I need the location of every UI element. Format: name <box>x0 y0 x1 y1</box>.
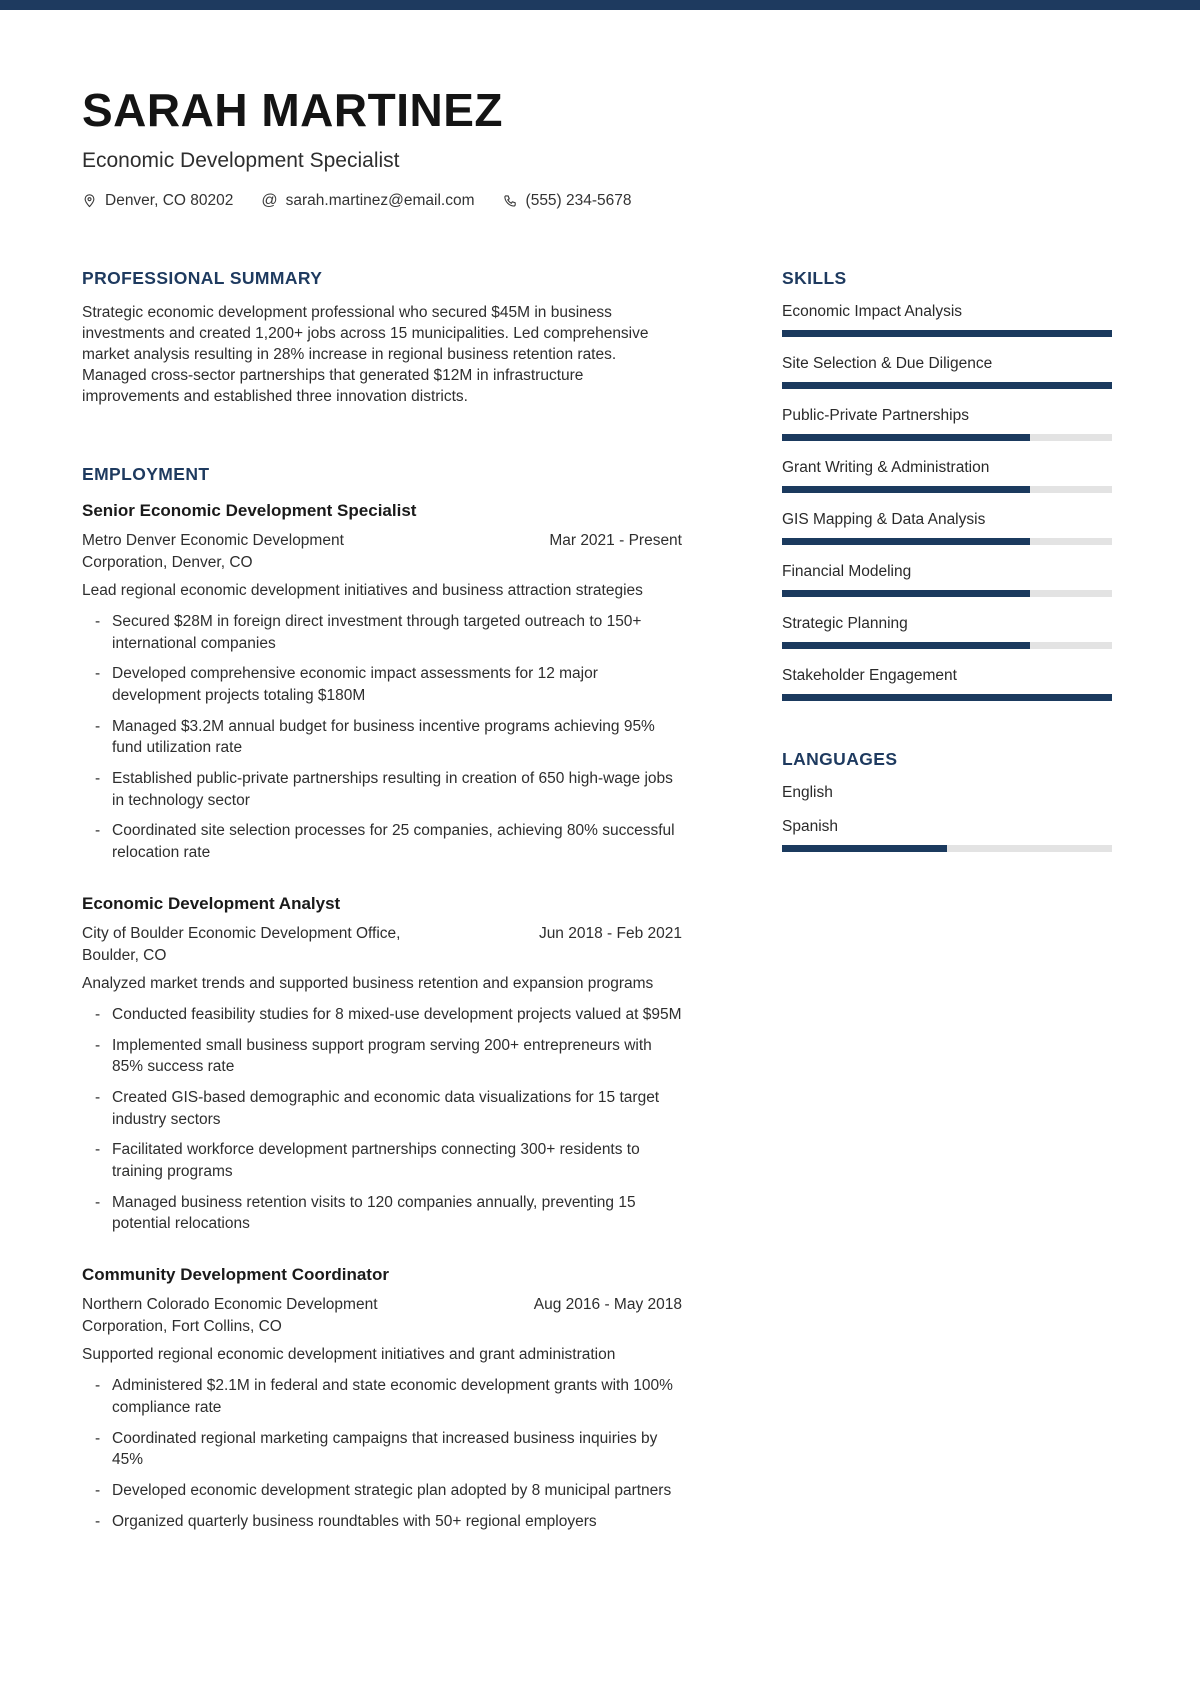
job-bullet: - Created GIS-based demographic and economic data visualizations for 15 target industry sectors <box>82 1087 682 1130</box>
job-summary: Analyzed market trends and supported business retention and expansion programs <box>82 975 654 993</box>
contact-phone <box>503 192 632 210</box>
job-bullet: - Managed $3.2M annual budget for business incentive programs achieving 95% fund utilization rate <box>82 716 682 759</box>
skill-item-label: Stakeholder Engagement <box>782 667 957 685</box>
skill-item-bar-fill <box>782 538 1030 545</box>
skill-item <box>782 459 1112 493</box>
job-bullet: - Coordinated site selection processes for 25 companies, achieving 80% successful relocation rate <box>82 820 682 863</box>
language-item-label: English <box>782 784 833 802</box>
skill-item-bar-track <box>782 590 1112 597</box>
job-meta-row <box>82 923 682 966</box>
skill-item <box>782 407 1112 441</box>
phone-icon <box>503 194 518 209</box>
location-text: Denver, CO 80202 <box>105 192 234 210</box>
skill-item-label: Public-Private Partnerships <box>782 407 969 425</box>
employment-heading: EMPLOYMENT <box>82 463 210 484</box>
job-summary: Supported regional economic development initiatives and grant administration <box>82 1346 616 1364</box>
job-title: Senior Economic Development Specialist <box>82 500 417 520</box>
job-bullet-list <box>82 611 682 864</box>
skill-item-bar-track <box>782 330 1112 337</box>
skill-item-bar-fill <box>782 694 1112 701</box>
job-dates: Jun 2018 - Feb 2021 <box>538 924 682 942</box>
location-pin-icon <box>82 193 97 209</box>
sidebar-column <box>782 268 1112 1532</box>
job-title: Community Development Coordinator <box>82 1265 389 1285</box>
language-item-bar-track <box>782 845 1112 852</box>
job-company: Metro Denver Economic Development Corporation, Denver, CO <box>82 531 344 571</box>
skill-item <box>782 563 1112 597</box>
contact-location <box>82 192 233 210</box>
language-item <box>782 784 1112 802</box>
skill-item <box>782 303 1112 337</box>
skills-section <box>782 268 1112 701</box>
skill-item-bar-track <box>782 434 1112 441</box>
skill-item-label: Site Selection & Due Diligence <box>782 355 993 373</box>
job-bullet: - Developed economic development strategic plan adopted by 8 municipal partners <box>82 1480 682 1502</box>
job-meta-row <box>82 1294 682 1337</box>
job-bullet: - Administered $2.1M in federal and state economic development grants with 100% compliance rate <box>82 1375 682 1418</box>
language-item <box>782 818 1112 852</box>
skill-item-bar-fill <box>782 486 1030 493</box>
skill-item <box>782 667 1112 701</box>
contact-row <box>82 192 1112 210</box>
job-company: City of Boulder Economic Development Office, Boulder, CO <box>82 924 401 964</box>
job-bullet: - Established public-private partnerships resulting in creation of 650 high-wage jobs in technology sector <box>82 768 682 811</box>
job-bullet: - Secured $28M in foreign direct investment through targeted outreach to 150+ international companies <box>82 611 682 654</box>
skill-item-bar-track <box>782 382 1112 389</box>
skills-container <box>782 303 1112 701</box>
job-entry <box>82 894 682 1235</box>
skill-item-label: Economic Impact Analysis <box>782 303 963 321</box>
languages-heading: LANGUAGES <box>782 749 898 770</box>
skill-item-bar-fill <box>782 642 1030 649</box>
skill-item-bar-track <box>782 642 1112 649</box>
professional-summary-text: Strategic economic development professional who secured $45M in business investments and created 1,200+ jobs across 15 municipalities. Led comprehensive market analysis resulting in 28% increase in regional business retention rates. Managed cross-sector partnerships that generated $12M in infrastructure improvements and established three innovation districts. <box>82 304 649 405</box>
skill-item-bar-fill <box>782 330 1112 337</box>
main-column <box>82 268 682 1532</box>
job-meta-row <box>82 530 682 573</box>
job-title: Economic Development Analyst <box>82 893 341 913</box>
job-dates: Aug 2016 - May 2018 <box>533 1296 682 1314</box>
phone-text: (555) 234-5678 <box>525 192 632 210</box>
skill-item <box>782 615 1112 649</box>
skill-item <box>782 355 1112 389</box>
skill-item-label: Strategic Planning <box>782 615 908 633</box>
skill-item-bar-fill <box>782 382 1112 389</box>
at-sign-icon: @ <box>261 192 278 210</box>
skill-item-label: GIS Mapping & Data Analysis <box>782 511 986 529</box>
professional-summary-section <box>82 268 682 408</box>
professional-title: Economic Development Specialist <box>82 149 400 173</box>
email-text: sarah.martinez@email.com <box>285 192 475 210</box>
resume-header <box>82 86 1112 210</box>
jobs-container <box>82 501 682 1532</box>
skill-item-bar-track <box>782 538 1112 545</box>
skill-item-bar-track <box>782 486 1112 493</box>
job-bullet-list <box>82 1004 682 1235</box>
contact-email <box>261 192 474 210</box>
language-item-bar-fill <box>782 845 947 852</box>
job-bullet: - Developed comprehensive economic impact assessments for 12 major development projects totaling $180M <box>82 663 682 706</box>
job-bullet: - Facilitated workforce development partnerships connecting 300+ residents to training programs <box>82 1139 682 1182</box>
job-bullet: - Conducted feasibility studies for 8 mixed-use development projects valued at $95M <box>82 1004 682 1026</box>
employment-section <box>82 464 682 1532</box>
job-company: Northern Colorado Economic Development Corporation, Fort Collins, CO <box>82 1296 378 1335</box>
top-accent-bar <box>0 0 1200 10</box>
skill-item-bar-fill <box>782 434 1030 441</box>
job-bullet-list <box>82 1375 682 1532</box>
professional-summary-heading: PROFESSIONAL SUMMARY <box>82 268 323 289</box>
skill-item-label: Grant Writing & Administration <box>782 459 990 477</box>
content-columns <box>82 268 1112 1532</box>
job-summary: Lead regional economic development initiatives and business attraction strategies <box>82 582 643 600</box>
languages-section <box>782 749 1112 852</box>
job-bullet: - Implemented small business support program serving 200+ entrepreneurs with 85% success rate <box>82 1035 682 1078</box>
job-dates: Mar 2021 - Present <box>549 531 682 549</box>
language-item-label: Spanish <box>782 818 839 836</box>
skill-item <box>782 511 1112 545</box>
languages-container <box>782 784 1112 852</box>
skill-item-bar-track <box>782 694 1112 701</box>
skills-heading: SKILLS <box>782 268 847 289</box>
name-heading: SARAH MARTINEZ <box>82 84 503 136</box>
skill-item-bar-fill <box>782 590 1030 597</box>
job-bullet: - Coordinated regional marketing campaigns that increased business inquiries by 45% <box>82 1428 682 1471</box>
job-bullet: - Managed business retention visits to 120 companies annually, preventing 15 potential relocations <box>82 1192 682 1235</box>
job-entry <box>82 501 682 864</box>
job-entry <box>82 1265 682 1532</box>
resume-page <box>0 86 1200 1532</box>
skill-item-label: Financial Modeling <box>782 563 912 581</box>
job-bullet: - Organized quarterly business roundtables with 50+ regional employers <box>82 1511 682 1533</box>
